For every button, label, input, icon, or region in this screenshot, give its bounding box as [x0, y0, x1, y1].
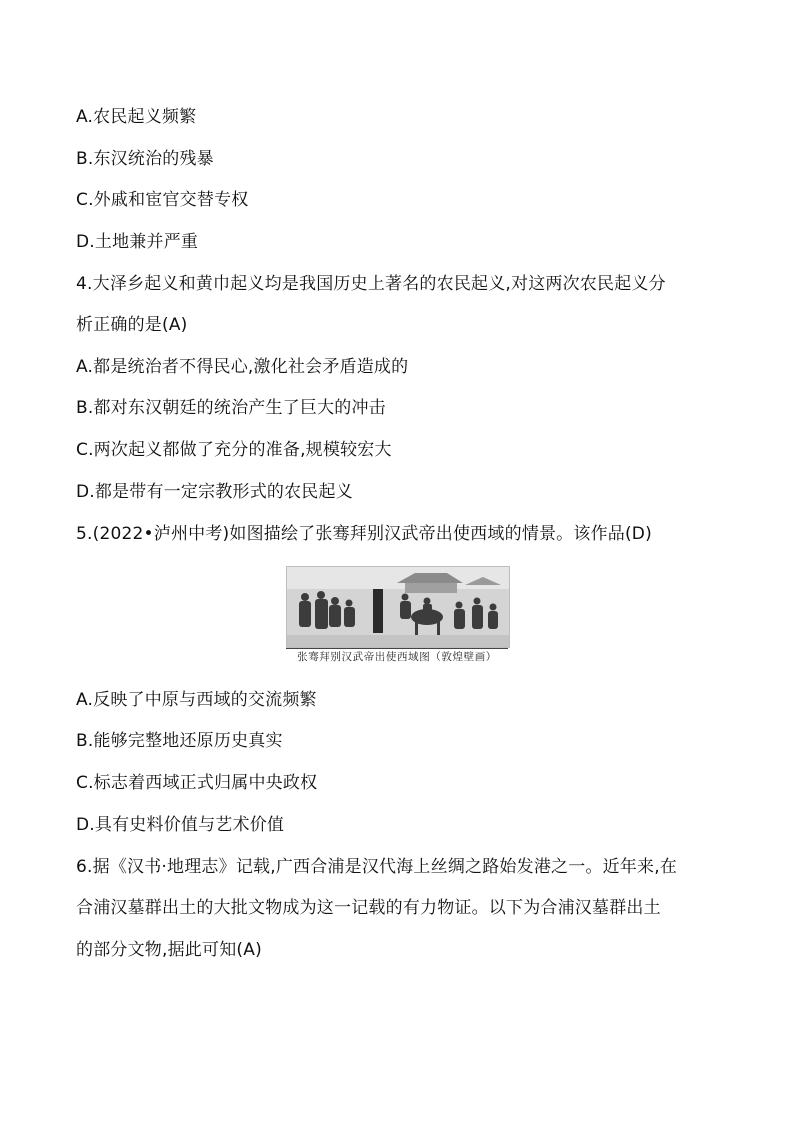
mural-figure — [286, 566, 510, 648]
q6-stem-line2: 合浦汉墓群出土的大批文物成为这一记载的有力物证。以下为合浦汉墓群出土 — [76, 898, 661, 918]
q6-stem-line1: 6.据《汉书·地理志》记载,广西合浦是汉代海上丝绸之路始发港之一。近年来,在 — [76, 857, 678, 877]
q4-stem-line1: 4.大泽乡起义和黄巾起义均是我国历史上著名的农民起义,对这两次农民起义分 — [76, 274, 666, 294]
q4-option-c: C.两次起义都做了充分的准备,规模较宏大 — [76, 440, 392, 460]
q3-option-b: B.东汉统治的残暴 — [76, 149, 214, 169]
q4-option-a: A.都是统治者不得民心,激化社会矛盾造成的 — [76, 357, 409, 377]
q5-option-c: C.标志着西域正式归属中央政权 — [76, 773, 318, 793]
q6-stem-line3: 的部分文物,据此可知(A) — [76, 940, 262, 960]
q4-option-d: D.都是带有一定宗教形式的农民起义 — [76, 482, 353, 502]
q4-stem-line2: 析正确的是(A) — [76, 315, 188, 335]
figure-caption: 张骞拜别汉武帝出使西域图（敦煌壁画） — [286, 648, 508, 665]
q3-option-d: D.土地兼并严重 — [76, 232, 199, 252]
q4-option-b: B.都对东汉朝廷的统治产生了巨大的冲击 — [76, 398, 386, 418]
mural-illustration — [287, 567, 509, 647]
q3-option-a: A.农民起义频繁 — [76, 107, 197, 127]
q5-option-a: A.反映了中原与西域的交流频繁 — [76, 690, 317, 710]
q5-option-b: B.能够完整地还原历史真实 — [76, 731, 283, 751]
q5-option-d: D.具有史料价值与艺术价值 — [76, 815, 285, 835]
q5-stem: 5.(2022•泸州中考)如图描绘了张骞拜别汉武帝出使西域的情景。该作品(D) — [76, 524, 652, 544]
q3-option-c: C.外戚和宦官交替专权 — [76, 190, 249, 210]
